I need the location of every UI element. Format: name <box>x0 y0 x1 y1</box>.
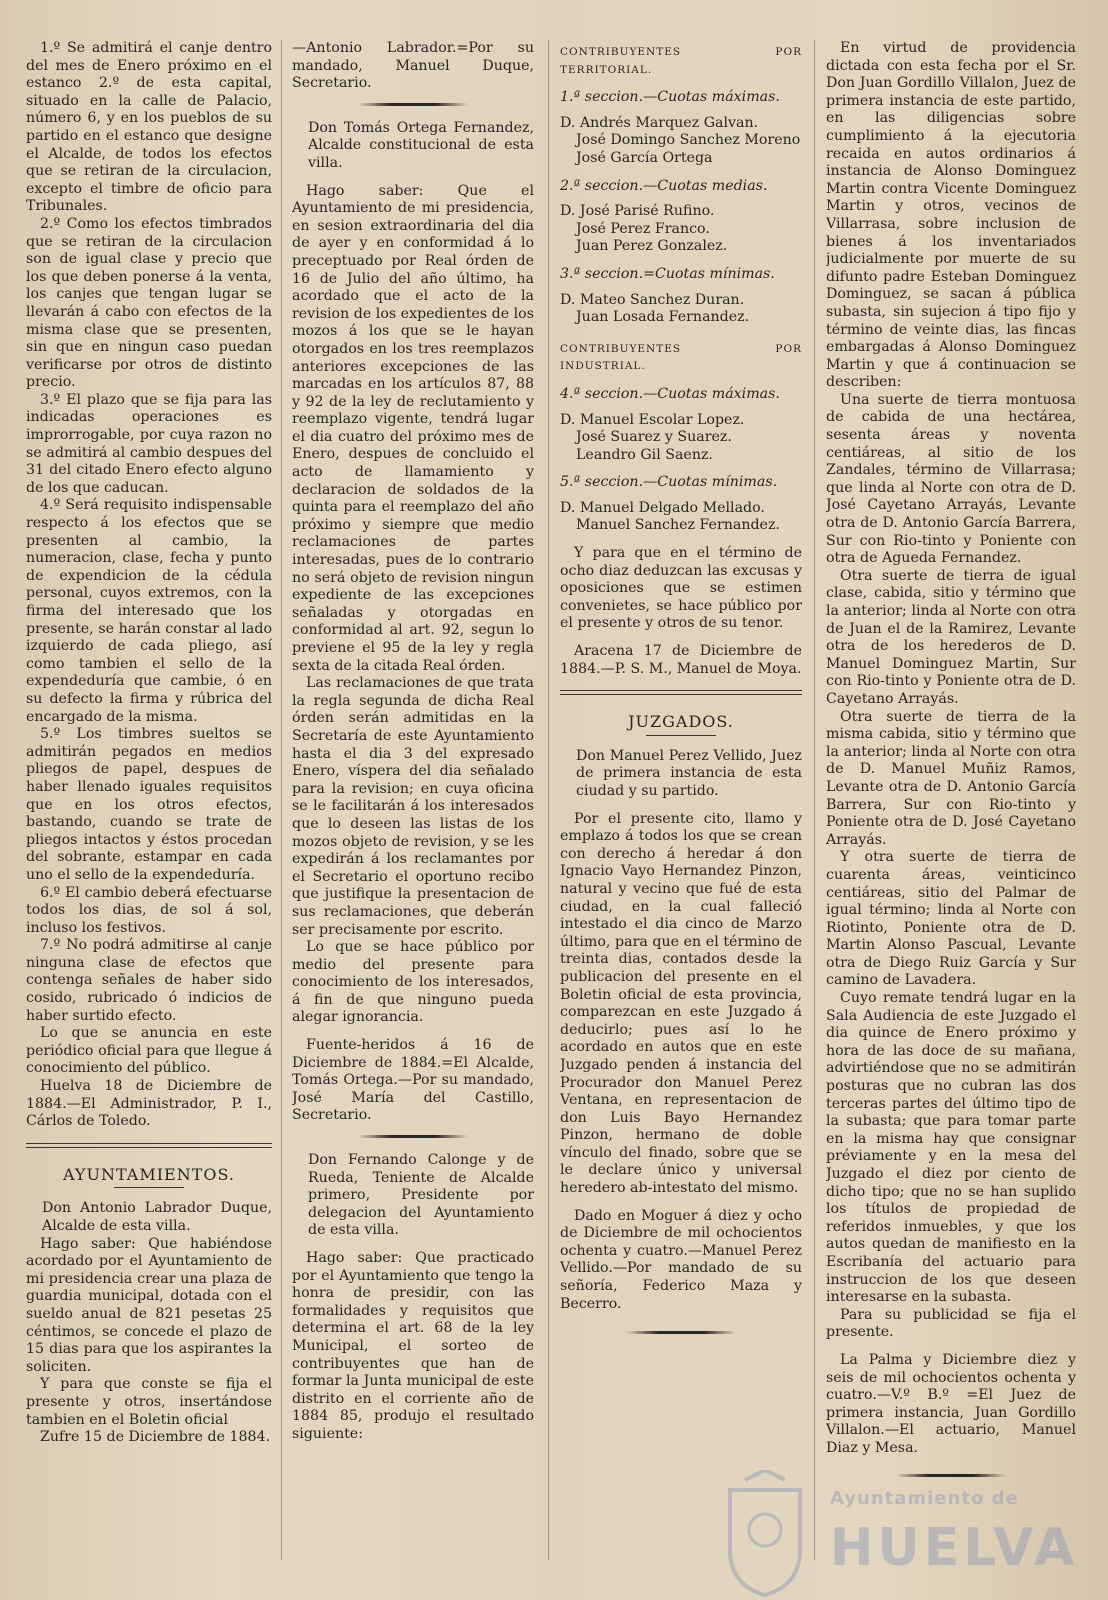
seccion-4: 4.ª seccion.—Cuotas máximas. <box>560 385 780 402</box>
ornament-rule <box>358 103 468 106</box>
canje-rule-2: 2.º Como los efectos timbrados que se retiran de la circulacion son de igual clase y precio que los que deben ponerse á la venta, los canjes que tengan lugar se llevarán á cabo con efectos de la misma clase que se presenten, sin que en ningun caso puedan verificarse por otros de distinto precio. <box>26 215 272 391</box>
fernando-header: Don Fernando Calonge y de Rueda, Teniente de Alcalde primero, Presidente por delegacion del Ayuntamiento de esta villa. <box>308 1152 534 1239</box>
ayto-header: Don Antonio Labrador Duque, Alcalde de esta villa. <box>42 1200 272 1234</box>
contributor-name: José García Ortega <box>576 149 713 166</box>
juez-signature: Dado en Moguer á diez y ocho de Diciembre de mil ochocientos ochenta y cuatro.—Manuel Perez Vellido.—Por mandado de su señoría, Federico Maza y Becerro. <box>560 1207 802 1312</box>
contributor-name: Juan Losada Fernandez. <box>576 309 750 326</box>
contributor-name: D. Andrés Marquez Galvan. <box>560 114 759 131</box>
section-divider <box>560 690 802 695</box>
seccion-2: 2.ª seccion.—Cuotas medias. <box>560 177 768 194</box>
section-heading-juzgados: JUZGADOS. <box>628 712 734 732</box>
finca-4: Y otra suerte de tierra de cuarenta áreas, veinticinco centiáreas, sitio del Palmar de igual término; linda al Norte con Riotinto, Poniente otra de D. Martin Alonso Pascual, Levante otra de Diego Ruiz García y Sur camino de Lavadera. <box>826 849 1076 989</box>
seccion-5: 5.ª seccion.—Cuotas mínimas. <box>560 474 778 491</box>
column-2 <box>292 40 534 1570</box>
heading-rule <box>114 1187 184 1188</box>
territorial-heading: CONTRIBUYENTES POR TERRITORIAL. <box>560 46 802 76</box>
aracena-signature: Aracena 17 de Diciembre de 1884.—P. S. M., Manuel de Moya. <box>560 643 802 677</box>
column-3 <box>560 40 802 1570</box>
contributor-name: Manuel Sanchez Fernandez. <box>576 517 780 534</box>
tomas-header: Don Tomás Ortega Fernandez, Alcalde constitucional de esta villa. <box>308 119 534 171</box>
canje-notice: Lo que se anuncia en este periódico oficial para que llegue á conocimiento del público. <box>26 1025 272 1077</box>
aracena-closing: Y para que en el término de ocho diaz deduzcan las excusas y oposiciones que se estimen convenietes, se hace público por el presente y otros de su tenor. <box>560 545 802 632</box>
section-divider <box>26 1143 272 1148</box>
contributor-name: D. Mateo Sanchez Duran. <box>560 291 745 308</box>
watermark-text: Ayuntamiento de <box>830 1488 1019 1509</box>
finca-1: Una suerte de tierra montuosa de cabida de una hectárea, sesenta áreas y noventa centiáreas, al sitio de los Zandales, término de Villarrasa; que linda al Norte con otra de D. José Cayetano Arrayás, Levante otra de D. Antonio García Barrera, Sur con Rio-tinto y Poniente con otra de Agueda Fernandez. <box>826 391 1076 567</box>
ayto-date: Zufre 15 de Diciembre de 1884. <box>40 1429 271 1446</box>
finca-3: Otra suerte de tierra de la misma cabida, sitio y término que la anterior; linda al Norte con otra de D. Manuel Muñiz Ramos, Levante otra de D. Antonio García Barrera, Sur con Rio-tinto y Poniente otra de D. José Cayetano Arrayás. <box>826 708 1076 848</box>
tomas-body-3: Lo que se hace público por medio del presente para conocimiento de los interesados, á fin de que ninguno pueda alegar ignorancia. <box>292 939 534 1026</box>
juez-header: Don Manuel Perez Vellido, Juez de primera instancia de esta ciudad y su partido. <box>576 747 802 799</box>
contributor-name: Juan Perez Gonzalez. <box>576 238 728 255</box>
ornament-rule <box>626 1331 736 1334</box>
contributor-name: José Suarez y Suarez. <box>576 429 732 446</box>
section-heading-ayuntamientos: AYUNTAMIENTOS. <box>63 1164 235 1184</box>
industrial-heading: CONTRIBUYENTES POR INDUSTRIAL. <box>560 342 802 373</box>
ayto-signature: —Antonio Labrador.=Por su mandado, Manuel Duque, Secretario. <box>292 40 534 92</box>
juez-body: Por el presente cito, llamo y emplazo á todos los que se crean con derecho á heredar á don Ignacio Vayo Hernandez Pinzon, natural y vecino que fué de esta ciudad, en la cual falleció intestado el dia cinco de Marzo último, para que en el término de treinta dias, contados desde la publicacion del presente en el Boletin oficial de esta provincia, comparezcan en este Juzgado á deducirlo; pues así lo he acordado en autos que en este Juzgado penden á instancia del Procurador don Manuel Perez Ventana, en representacion de don Luis Bayo Hernandez Pinzon, hermano de doble vínculo del finado, sobre que se le declare único y universal heredero ab-intestato del mismo. <box>560 810 802 1197</box>
heading-rule <box>646 735 716 736</box>
tomas-body-1: Hago saber: Que el Ayuntamiento de mi presidencia, en sesion extraordinaria del dia de ayer y en conformidad á lo preceptuado por Real órden de 16 de Julio del año último, ha acordado que el acto de la revision de los expedientes de los mozos á los que se le hayan otorgados en los tres reemplazos anteriores excepciones de las marcadas en los artículos 87, 88 y 92 de la ley de reclutamiento y reemplazo vigente, tendrá lugar el dia cuatro del próximo mes de Enero, despues de concluido el acto de llamamiento y declaracion de soldados de la quinta para el reemplazo del año próximo y siempre que medio reclamaciones de partes interesadas, pues de lo contrario no será objeto de revision ningun expediente de las excepciones señaladas y otorgadas en conformidad al art. 92, segun lo previene el 95 de la ley y regla sexta de la citada Real órden. <box>292 182 534 674</box>
lapalma-signature: La Palma y Diciembre diez y seis de mil ochocientos ochenta y cuatro.—V.º B.º =El Juez de primera instancia, Juan Gordillo Villalon.—El actuario, Manuel Diaz y Mesa. <box>826 1351 1076 1456</box>
ayto-body: Hago saber: Que habiéndose acordado por el Ayuntamiento de mi presidencia crear una plaza de guardia municipal, dotada con el sueldo anual de 821 pesetas 25 céntimos, se concede el plazo de 15 dias para que los aspirantes la soliciten. <box>26 1235 272 1375</box>
canje-rule-5: 5.º Los timbres sueltos se admitirán pegados en medios pliegos de papel, despues de haber llenado iguales requisitos que en los otros efectos, bastando, cuando se trate de pliegos intactos y éstos procedan del sobrante, estampar en cada uno el sello de la expendeduría. <box>26 726 272 883</box>
column-1 <box>26 40 272 1570</box>
seccion-1: 1.ª seccion.—Cuotas máximas. <box>560 89 780 106</box>
canje-signature: Huelva 18 de Diciembre de 1884.—El Administrador, P. I., Cárlos de Toledo. <box>26 1078 272 1130</box>
publicidad: Para su publicidad se fija el presente. <box>826 1306 1076 1341</box>
ayto-closing: Y para que conste se fija el presente y otros, insertándose tambien en el Boletin oficial <box>26 1376 272 1428</box>
canje-rule-6: 6.º El cambio deberá efectuarse todos los dias, de sol á sol, incluso los festivos. <box>26 884 272 936</box>
subasta-intro: En virtud de providencia dictada con esta fecha por el Sr. Don Juan Gordillo Villalon, Juez de primera instancia de este partido, en las diligencias sobre cumplimiento á la ejecutoria recaida en autos ordinarios á instancia de Alonso Dominguez Martin contra Vicente Dominguez Martin y otros, vecinos de Villarrasa, sobre inclusion de bienes á los inventariados judicialmente por muerte de su difunto padre Esteban Dominguez Dominguez, se sacan á pública subasta, sin sujecion á tipo fijo y término de veinte dias, las fincas embargadas á Alonso Dominguez Martin y que á continuacion se describen: <box>826 40 1076 391</box>
coat-of-arms-icon <box>720 1470 810 1600</box>
canje-rule-1: 1.º Se admitirá el canje dentro del mes de Enero próximo en el estanco 2.º de esta capital, situado en la calle de Palacio, número 6, y en los pueblos de su partido en el estanco que designe el Alcalde, de todos los efectos que se retiran de la circulacion, excepto el timbre de oficio para Tribunales. <box>26 40 272 215</box>
contributor-name: D. Manuel Escolar Lopez. <box>560 411 745 428</box>
canje-rule-4: 4.º Será requisito indispensable respecto á los efectos que se presenten al cambio, la numeracion, clase, fecha y punto de expendicion de la cédula personal, cuyos extremos, con la firma del interesado que los presente, se harán constar al lado izquierdo de cada pliego, así como tambien el sello de la expendeduría que cambie, ó en su defecto la firma y rúbrica del encargado de la misma. <box>26 497 272 725</box>
contributor-name: D. José Parisé Rufino. <box>560 203 715 220</box>
tomas-body-2: Las reclamaciones de que trata la regla segunda de dicha Real órden serán admitidas en la Secretaría de este Ayuntamiento hasta el dia 3 del expresado Enero, víspera del dia señalado para la revision; en cuya oficina se le facilitarán á los interesados que lo deseen las listas de los mozos objeto de revision, y se les expedirán á los reclamantes por el Secretario el oportuno recibo que justifique la presentacion de sus reclamaciones, que deberán ser precisamente por escrito. <box>292 675 534 938</box>
fernando-body: Hago saber: Que practicado por el Ayuntamiento que tengo la honra de presidir, con las formalidades y requisitos que determina el art. 68 de la ley Municipal, el sorteo de contribuyentes que han de formar la Junta municipal de este distrito en el corriente año de 1884 85, produjo el resultado siguiente: <box>292 1250 534 1442</box>
archive-watermark <box>720 1460 1080 1600</box>
contributor-name: José Perez Franco. <box>576 220 710 237</box>
remate-conditions: Cuyo remate tendrá lugar en la Sala Audiencia de este Juzgado el dia quince de Enero próximo y hora de las doce de su mañana, advirtiéndose que no se admitirán posturas que no cubran las dos terceras partes del último tipo de la subasta; que para tomar parte en la misma hay que consignar préviamente y en la mesa del Juzgado el diez por ciento de dicho tipo; que no se han suplido los títulos de propiedad de referidos inmuebles, y que los autos quedan de manifiesto en la Escribanía del actuario para instruccion de los que deseen interesarse en la subasta. <box>826 990 1076 1306</box>
column-divider <box>814 40 815 1560</box>
seccion-3: 3.ª seccion.=Cuotas mínimas. <box>560 265 775 282</box>
column-divider <box>548 40 549 1560</box>
watermark-city: HUELVA <box>830 1518 1079 1578</box>
contributor-name: Leandro Gil Saenz. <box>576 446 713 463</box>
tomas-signature: Fuente-heridos á 16 de Diciembre de 1884.=El Alcalde, Tomás Ortega.—Por su mandado, José María del Castillo, Secretario. <box>292 1037 534 1124</box>
column-4 <box>826 40 1076 1570</box>
finca-2: Otra suerte de tierra de igual clase, cabida, sitio y término que la anterior; linda al Norte con otra de Juan el de la Ramirez, Levante otra de los herederos de D. Manuel Dominguez Martin, Sur con Rio-tinto y Poniente otra de D. Cayetano Arrayás. <box>826 567 1076 707</box>
contributor-name: D. Manuel Delgado Mellado. <box>560 499 765 516</box>
column-divider <box>281 40 282 1560</box>
canje-rule-7: 7.º No podrá admitirse al canje ninguna clase de efectos que contenga señales de haber sido cosido, rubricado ó indicios de haber surtido efecto. <box>26 937 272 1024</box>
ornament-rule <box>358 1135 468 1138</box>
contributor-name: José Domingo Sanchez Moreno <box>576 132 801 149</box>
canje-rule-3: 3.º El plazo que se fija para las indicadas operaciones es improrrogable, por cuya razon no se admitirá al cambio despues del 31 del citado Enero efecto alguno de los que caducan. <box>26 391 272 496</box>
